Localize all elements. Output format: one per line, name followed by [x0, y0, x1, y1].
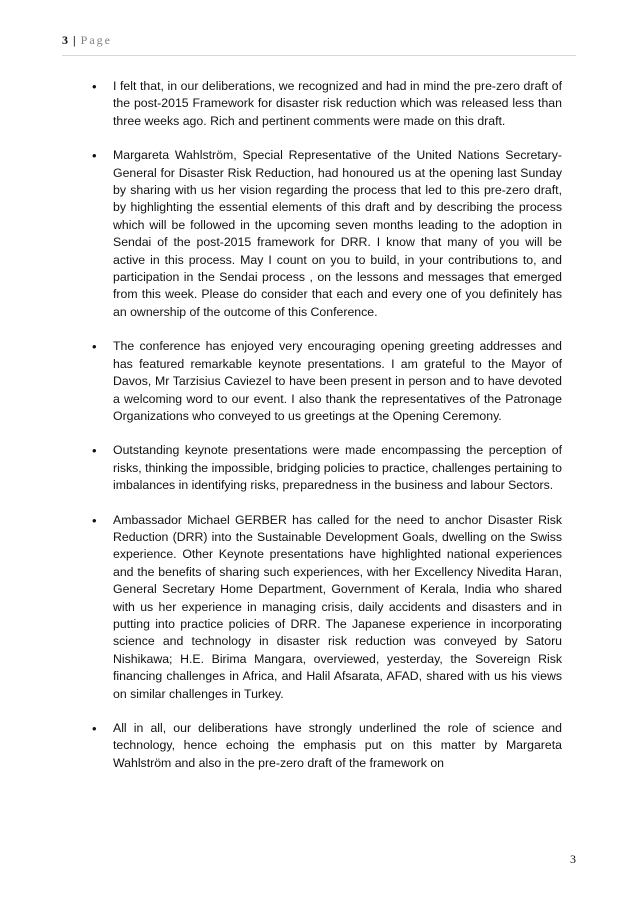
bullet-list: [90, 78, 562, 772]
header-page-number: 3: [62, 33, 68, 47]
bullet-item: • Outstanding keynote presentations were made encompassing the perception of risks, thinking the impossible, bridging policies to practice, challenges pertaining to imbalances in identifying risks, preparedness in the business and labour Sectors.: [90, 442, 562, 494]
header-separator: |: [73, 33, 76, 47]
bullet-item: • All in all, our deliberations have strongly underlined the role of science and technology, hence echoing the emphasis put on this matter by Margareta Wahlström and also in the pre-zero draft of the framework on: [90, 720, 562, 772]
bullet-item: • Ambassador Michael GERBER has called for the need to anchor Disaster Risk Reduction (DRR) into the Sustainable Development Goals, dwelling on the Swiss experience. Other Keynote presentations have highlighted national experiences and the benefits of sharing such experiences, with her Excellency Nivedita Haran, General Secretary Home Department, Government of Kerala, India who shared with us her experience in managing crisis, daily accidents and disasters and in putting into practice policies of DRR. The Japanese experience in incorporating science and technology in disaster risk reduction was conveyed by Satoru Nishikawa; H.E. Birima Mangara, overviewed, yesterday, the Sovereign Risk financing challenges in Africa, and Halil Afsarata, AFAD, shared with us his views on similar challenges in Turkey.: [90, 512, 562, 703]
bullet-item: • I felt that, in our deliberations, we recognized and had in mind the pre-zero draft of the post-2015 Framework for disaster risk reduction which was released less than three weeks ago. Rich and pertinent comments were made on this draft.: [90, 78, 562, 130]
bullet-item: • The conference has enjoyed very encouraging opening greeting addresses and has featured remarkable keynote presentations. I am grateful to the Mayor of Davos, Mr Tarzisius Caviezel to have been present in person and to have devoted a welcoming word to our event. I also thank the representatives of the Patronage Organizations who conveyed to us greetings at the Opening Ceremony.: [90, 338, 562, 425]
header-page-word: Page: [80, 33, 112, 47]
footer-page-number: 3: [570, 852, 576, 866]
bullet-item: • Margareta Wahlström, Special Representative of the United Nations Secretary-General for Disaster Risk Reduction, had honoured us at the opening last Sunday by sharing with us her vision regarding the process that led to this pre-zero draft, by highlighting the essential elements of this draft and by describing the process which will be followed in the upcoming seven months leading to the adoption in Sendai of the post-2015 framework for DRR. I know that many of you will be active in this process. May I count on you to build, in your contributions to, and participation in the Sendai process , on the lessons and messages that emerged from this week. Please do consider that each and every one of you definitely has an ownership of the outcome of this Conference.: [90, 147, 562, 321]
document-body: [90, 78, 562, 789]
page-header: [62, 33, 576, 56]
